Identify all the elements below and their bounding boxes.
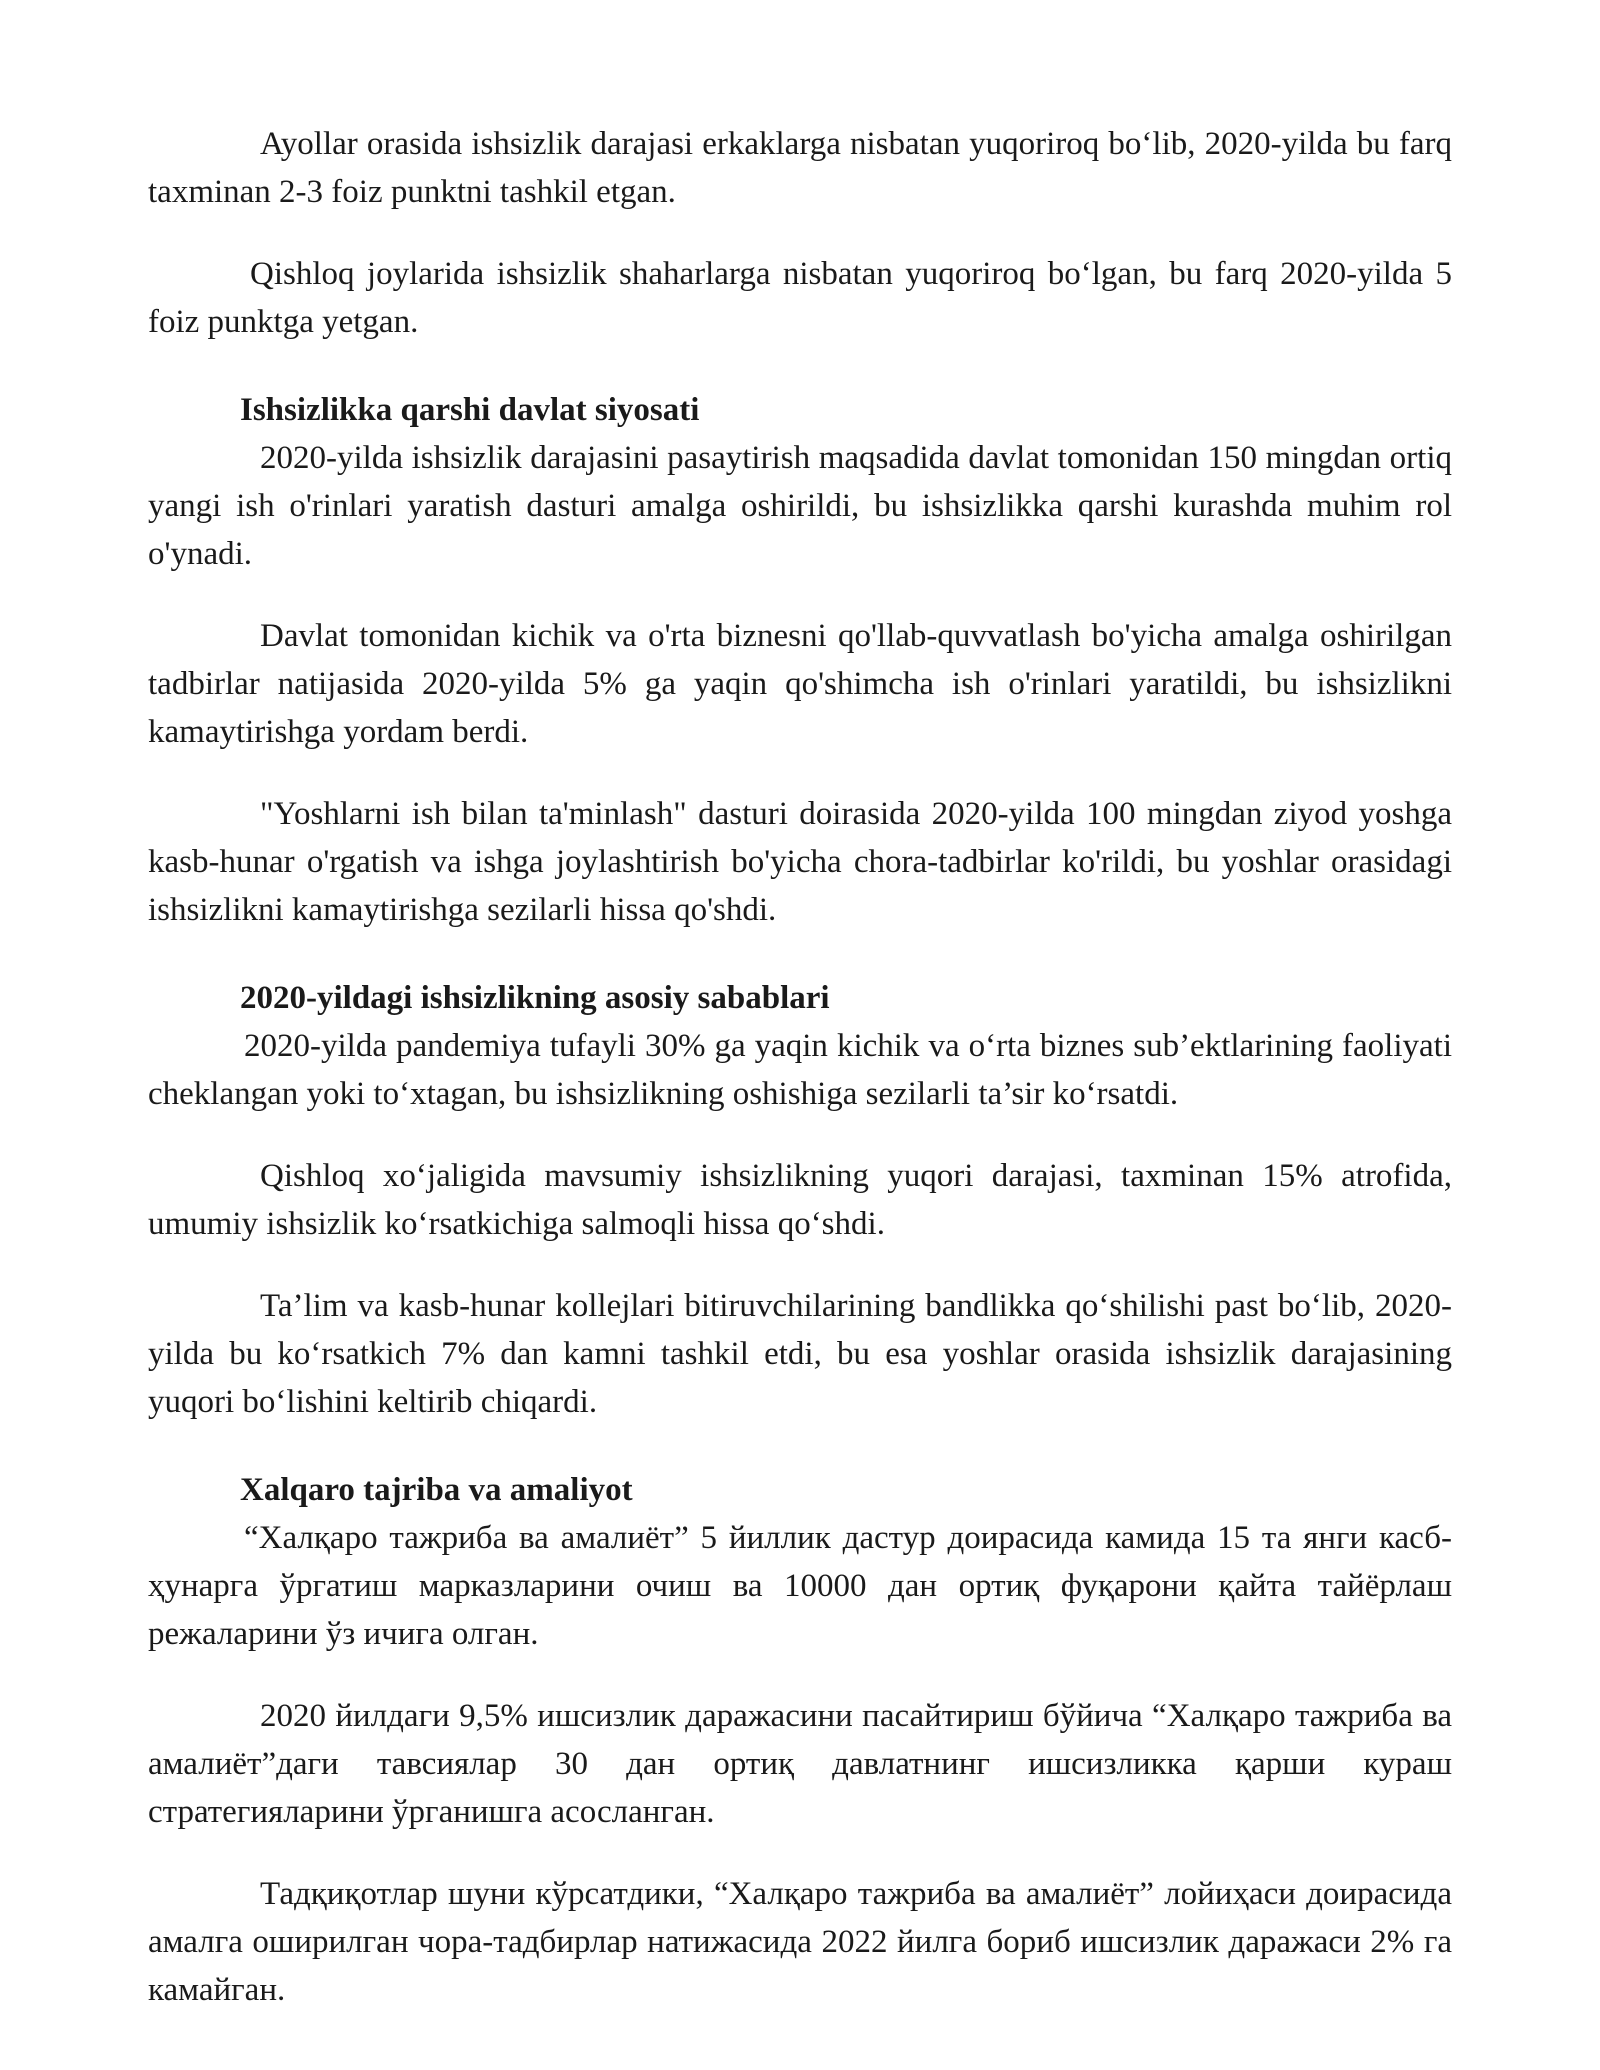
paragraph-rural-unemployment: Qishloq joylarida ishsizlik shaharlarga nisbatan yuqoriroq bo‘lgan, bu farq 2020-yilda 5 foiz punktga yetgan. [148, 256, 1452, 340]
paragraph-causes-graduates: Ta’lim va kasb-hunar kollejlari bitiruvchilarining bandlikka qo‘shilishi past bo‘lib, 2020-yilda bu ko‘rsatkich 7% dan kamni tashkil etdi, bu esa yoshlar orasida ishsizlik darajasining yuqori bo‘lishini keltirib chiqardi. [148, 1288, 1452, 1420]
section-heading-state-policy: Ishsizlikka qarshi davlat siyosati [240, 392, 700, 428]
paragraph-policy-small-business: Davlat tomonidan kichik va o'rta biznesni qo'llab-quvvatlash bo'yicha amalga oshirilgan tadbirlar natijasida 2020-yilda 5% ga yaqin qo'shimcha ish o'rinlari yaratildi, bu ishsizlikni kamaytirishga yordam berdi. [148, 618, 1452, 750]
paragraph-international-program: “Халқаро тажриба ва амалиёт” 5 йиллик дастур доирасида камида 15 та янги касб-ҳунарга ўргатиш марказларини очиш ва 10000 дан ортиқ фуқарони қайта тайёрлаш режаларини ўз ичига олган. [148, 1520, 1452, 1652]
document-page [148, 120, 1452, 2014]
paragraph-international-results: Тадқиқотлар шуни кўрсатдики, “Халқаро тажриба ва амалиёт” лойиҳаси доирасида амалга оширилган чора-тадбирлар натижасида 2022 йилга бориб ишсизлик даражаси 2% га камайган. [148, 1876, 1452, 2008]
paragraph-policy-youth: "Yoshlarni ish bilan ta'minlash" dasturi doirasida 2020-yilda 100 mingdan ziyod yoshga kasb-hunar o'rgatish va ishga joylashtirish bo'yicha chora-tadbirlar ko'rildi, bu yoshlar orasidagi ishsizlikni kamaytirishga sezilarli hissa qo'shdi. [148, 796, 1452, 928]
section-heading-causes: 2020-yildagi ishsizlikning asosiy sabablari [240, 980, 830, 1016]
paragraph-policy-jobs: 2020-yilda ishsizlik darajasini pasaytirish maqsadida davlat tomonidan 150 mingdan ortiq yangi ish o'rinlari yaratish dasturi amalga oshirildi, bu ishsizlikka qarshi kurashda muhim rol o'ynadi. [148, 440, 1452, 572]
paragraph-causes-pandemic: 2020-yilda pandemiya tufayli 30% ga yaqin kichik va o‘rta biznes sub’ektlarining faoliyati cheklangan yoki to‘xtagan, bu ishsizlikning oshishiga sezilarli ta’sir ko‘rsatdi. [148, 1028, 1452, 1112]
paragraph-women-unemployment: Ayollar orasida ishsizlik darajasi erkaklarga nisbatan yuqoriroq bo‘lib, 2020-yilda bu farq taxminan 2-3 foiz punktni tashkil etgan. [148, 126, 1452, 210]
paragraph-international-recommendations: 2020 йилдаги 9,5% ишсизлик даражасини пасайтириш бўйича “Халқаро тажриба ва амалиёт”даги тавсиялар 30 дан ортиқ давлатнинг ишсизликка қарши кураш стратегияларини ўрганишга асосланган. [148, 1698, 1452, 1830]
section-heading-international: Xalqaro tajriba va amaliyot [240, 1472, 633, 1508]
paragraph-causes-agriculture: Qishloq xo‘jaligida mavsumiy ishsizlikning yuqori darajasi, taxminan 15% atrofida, umumiy ishsizlik ko‘rsatkichiga salmoqli hissa qo‘shdi. [148, 1158, 1452, 1242]
